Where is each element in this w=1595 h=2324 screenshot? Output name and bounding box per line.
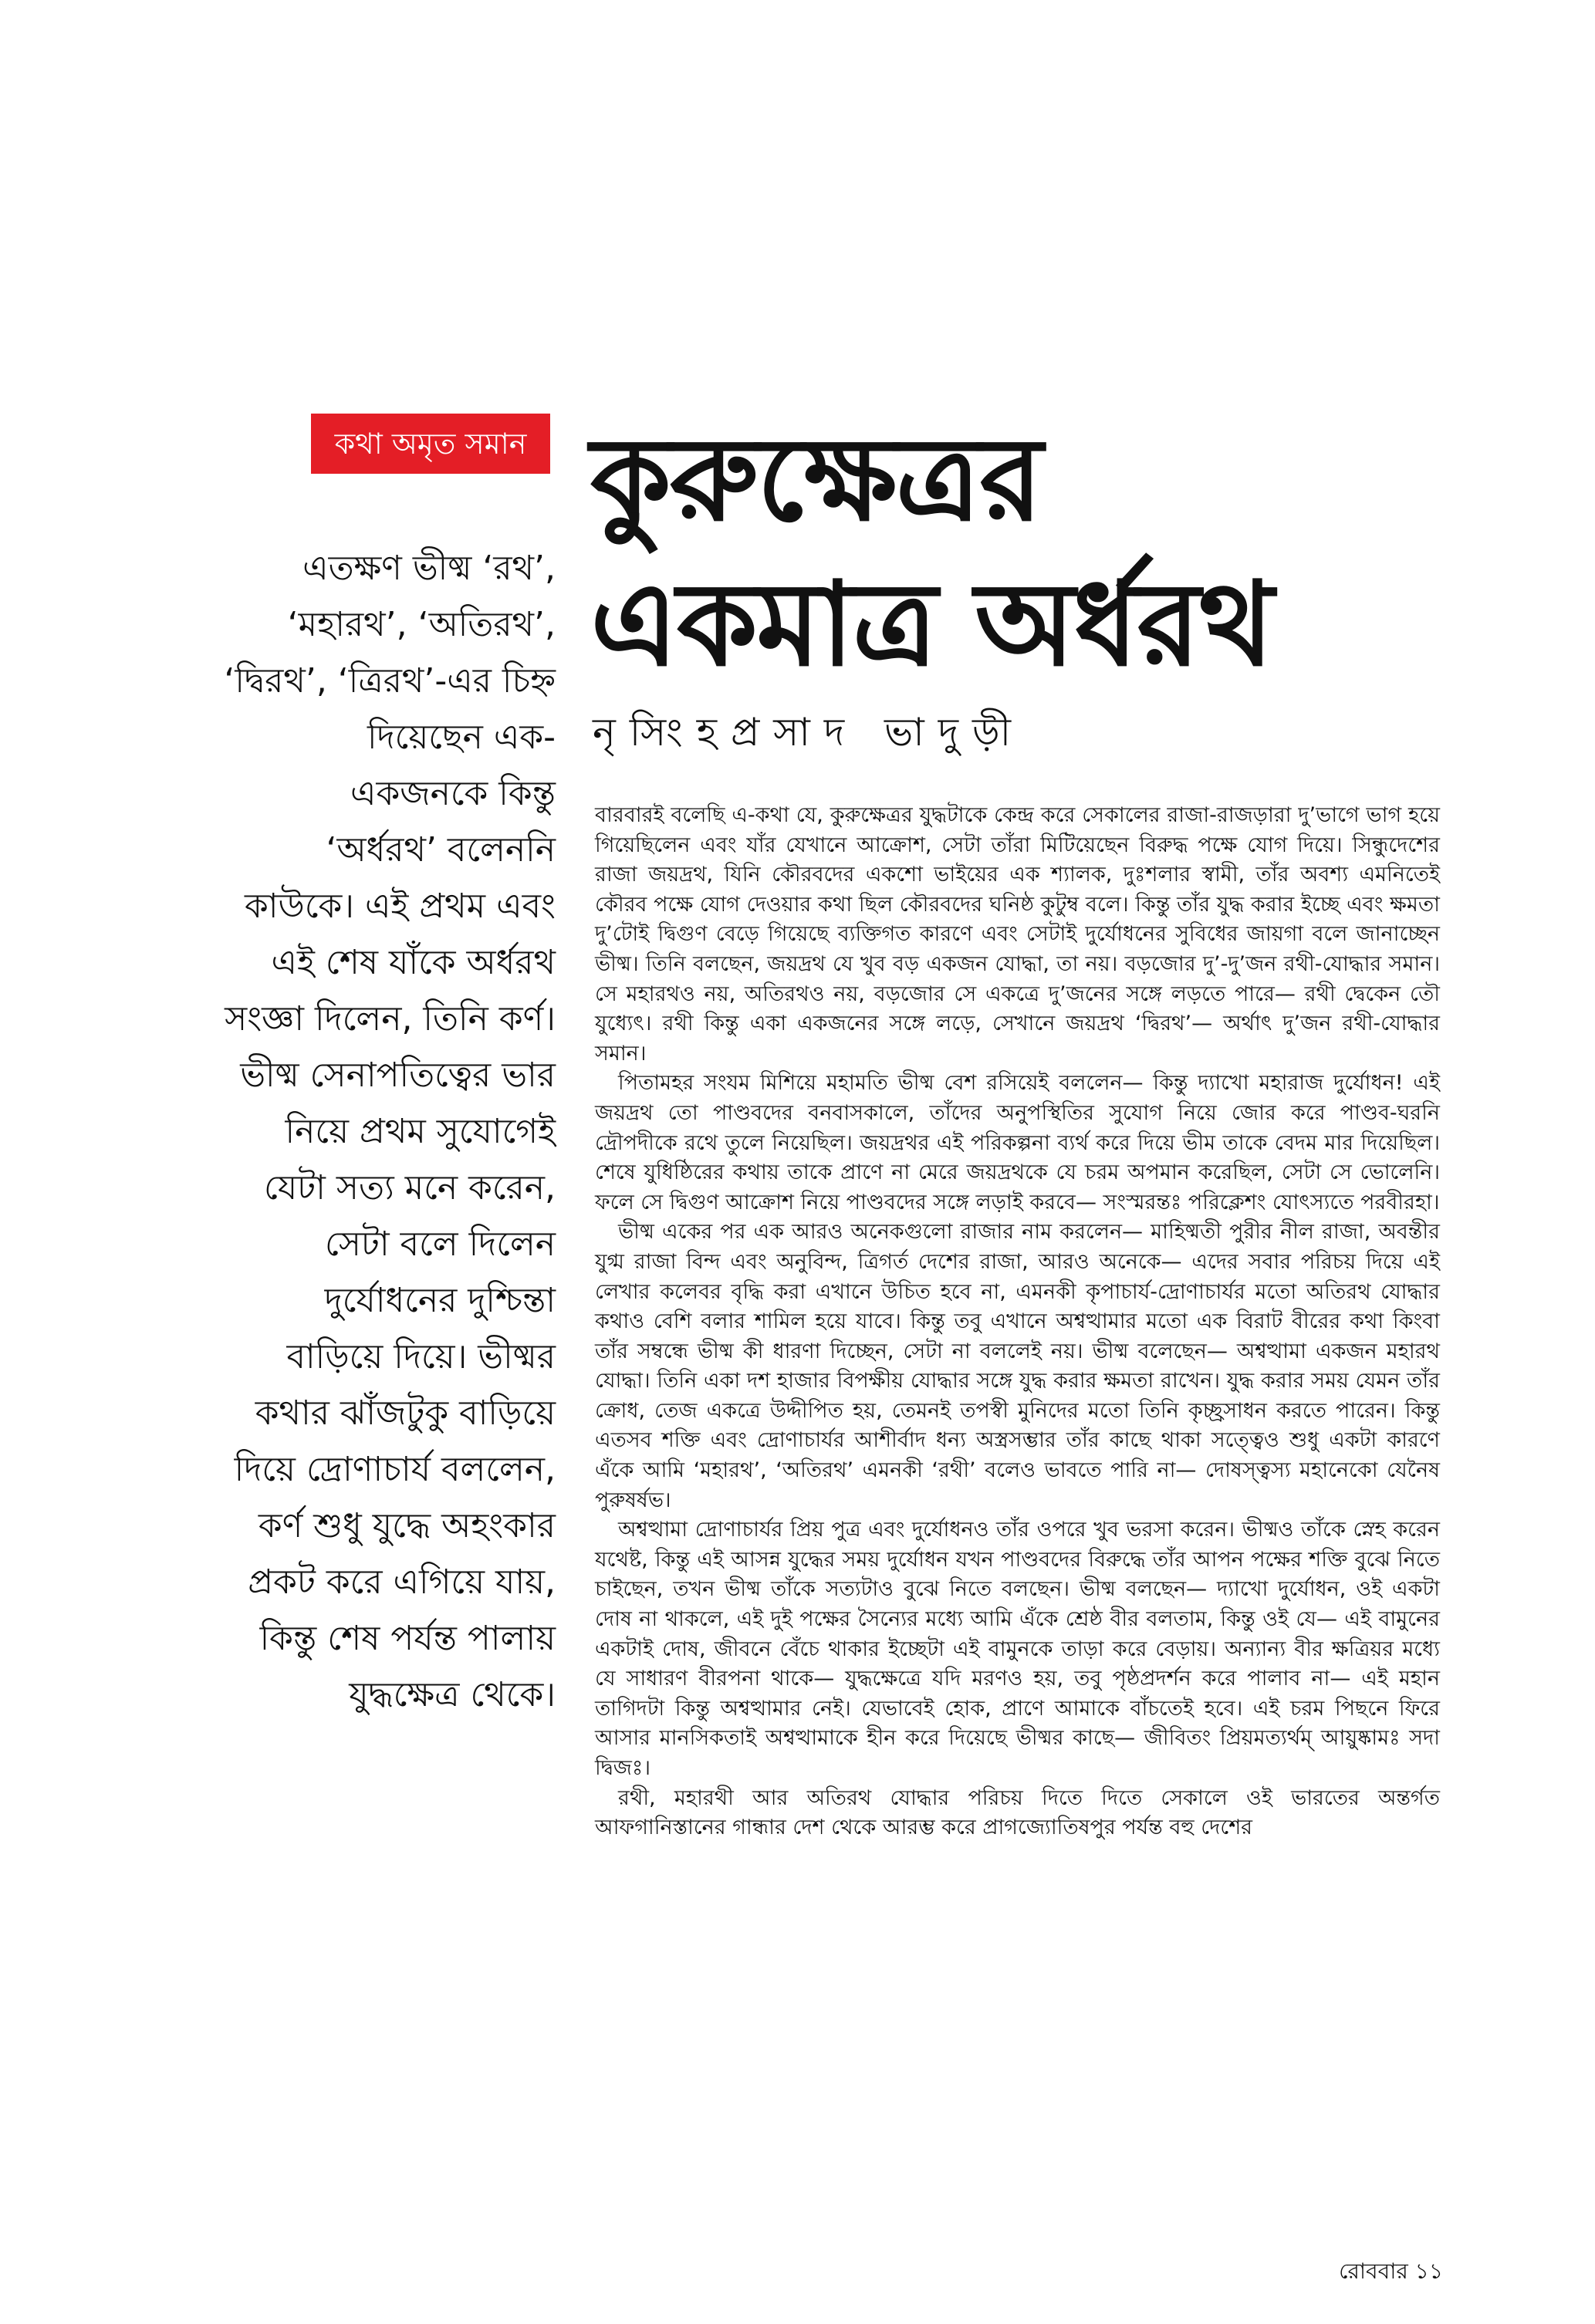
pull-quote-line: এই শেষ যাঁকে অর্ধরথ <box>271 943 556 982</box>
pull-quote-line: নিয়ে প্রথম সুযোগেই <box>285 1112 556 1151</box>
body-paragraph: অশ্বত্থামা দ্রোণাচার্যর প্রিয় পুত্র এবং দুর্যোধনও তাঁর ওপরে খুব ভরসা করেন। ভীষ্মও তাঁকে স্নেহ করেন যথেষ্ট, কিন্তু এই আসন্ন যুদ্ধের সময় দুর্যোধন যখন পাণ্ডবদের বিরুদ্ধে তাঁর আপন পক্ষের শক্তি বুঝে নিতে চাইছেন, তখন ভীষ্ম তাঁকে সত্যটাও বুঝে নিতে বলছেন। ভীষ্ম বলছেন— দ্যাখো দুর্যোধন, ওই একটা দোষ না থাকলে, এই দুই পক্ষের সৈন্যের মধ্যে আমি এঁকে শ্রেষ্ঠ বীর বলতাম, কিন্তু ওই যে— এই বামুনের একটাই দোষ, জীবনে বেঁচে থাকার ইচ্ছেটা এই বামুনকে তাড়া করে বেড়ায়। অন্যান্য বীর ক্ষত্রিয়র মধ্যে যে সাধারণ বীরপনা থাকে— যুদ্ধক্ষেত্রে যদি মরণও হয়, তবু পৃষ্ঠপ্রদর্শন করে পালাব না— এই মহান তাগিদটা কিন্তু অশ্বত্থামার নেই। যেভাবেই হোক, প্রাণে আমাকে বাঁচতেই হবে। এই চরম পিছনে ফিরে আসার মানসিকতাই অশ্বত্থামাকে হীন করে দিয়েছে ভীষ্মর কাছে— জীবিতং প্রিয়মত্যর্থম্ আয়ুষ্কামঃ সদা দ্বিজঃ। <box>595 1518 1440 1780</box>
pull-quote-line: দিয়েছেন এক- <box>367 718 556 757</box>
pull-quote-line: কথার ঝাঁজটুকু বাড়িয়ে <box>255 1393 556 1433</box>
pull-quote-line: ‘অর্ধরথ’ বলেননি <box>326 830 556 870</box>
pull-quote-line: দুর্যোধনের দুশ্চিন্তা <box>324 1281 556 1320</box>
pull-quote-line: কিন্তু শেষ পর্যন্ত পালায় <box>259 1619 556 1658</box>
page-number: ১১ <box>1414 2258 1443 2284</box>
pull-quote-line: বাড়িয়ে দিয়ে। ভীষ্মর <box>286 1337 556 1376</box>
pull-quote-line: ভীষ্ম সেনাপতিত্বের ভার <box>240 1056 556 1095</box>
pull-quote-line: ‘দ্বিরথ’, ‘ত্রিরথ’-এর চিহ্ন <box>224 661 556 701</box>
pull-quote-line: যুদ্ধক্ষেত্র থেকে। <box>349 1675 556 1714</box>
magazine-name: রোববার <box>1339 2258 1408 2284</box>
pull-quote-line: এতক্ষণ ভীষ্ম ‘রথ’, <box>302 549 556 588</box>
title-line-1: কুরুক্ষেত্রর <box>590 413 1042 547</box>
article-body <box>595 801 1440 1843</box>
pull-quote-line: একজনকে কিন্তু <box>350 774 556 813</box>
pull-quote-line: যেটা সত্য মনে করেন, <box>263 1168 556 1208</box>
page-footer <box>1281 2255 1443 2291</box>
body-paragraph: পিতামহর সংযম মিশিয়ে মহামতি ভীষ্ম বেশ রসিয়েই বললেন— কিন্তু দ্যাখো মহারাজ দুর্যোধন! এই জয়দ্রথ তো পাণ্ডবদের বনবাসকালে, তাঁদের অনুপস্থিতির সুযোগ নিয়ে জোর করে পাণ্ডব-ঘরনি দ্রৌপদীকে রথে তুলে নিয়েছিল। জয়দ্রথর এই পরিকল্পনা ব্যর্থ করে দিয়ে ভীম তাকে বেদম মার দিয়েছিল। শেষে যুধিষ্ঠিরের কথায় তাকে প্রাণে না মেরে জয়দ্রথকে যে চরম অপমান করেছিল, সেটা সে ভোলেনি। ফলে সে দ্বিগুণ আক্রোশ নিয়ে পাণ্ডবদের সঙ্গে লড়াই করবে— সংস্মরন্তঃ পরিক্লেশং যোৎস্যতে পরবীরহা। <box>595 1071 1440 1214</box>
pull-quote-line: সংজ্ঞা দিলেন, তিনি কর্ণ। <box>225 999 556 1039</box>
pull-quote-line: ‘মহারথ’, ‘অতিরথ’, <box>287 605 556 644</box>
pull-quote-line: কাউকে। এই প্রথম এবং <box>245 887 556 926</box>
title-line-2: একমাত্র অর্ধরথ <box>590 558 1272 692</box>
body-paragraph: বারবারই বলেছি এ-কথা যে, কুরুক্ষেত্রর যুদ্ধটাকে কেন্দ্র করে সেকালের রাজা-রাজড়ারা দু’ভাগে ভাগ হয়ে গিয়েছিলেন এবং যাঁর যেখানে আক্রোশ, সেটা তাঁরা মিটিয়েছেন বিরুদ্ধ পক্ষে যোগ দিয়ে। সিন্ধুদেশের রাজা জয়দ্রথ, যিনি কৌরবদের একশো ভাইয়ের এক শ্যালক, দুঃশলার স্বামী, তাঁর অবশ্য এমনিতেই কৌরব পক্ষে যোগ দেওয়ার কথা ছিল কৌরবদের ঘনিষ্ঠ কুটুম্ব বলে। কিন্তু তাঁর যুদ্ধ করার ইচ্ছে এবং ক্ষমতা দু’টোই দ্বিগুণ বেড়ে গিয়েছে ব্যক্তিগত কারণে এবং সেটাই দুর্যোধনের সুবিধের জায়গা বলে জানাচ্ছেন ভীষ্ম। তিনি বলছেন, জয়দ্রথ যে খুব বড় একজন যোদ্ধা, তা নয়। বড়জোর দু’-দু’জন রথী-যোদ্ধার সমান। সে মহারথও নয়, অতিরথও নয়, বড়জোর সে একত্রে দু’জনের সঙ্গে লড়তে পারে— রথী দ্বেকেন তৌ যুধ্যেৎ। রথী কিন্তু একা একজনের সঙ্গে লড়ে, সেখানে জয়দ্রথ ‘দ্বিরথ’— অর্থাৎ দু’জন রথী-যোদ্ধার সমান। <box>595 803 1440 1066</box>
body-paragraph: ভীষ্ম একের পর এক আরও অনেকগুলো রাজার নাম করলেন— মাহিষ্মতী পুরীর নীল রাজা, অবন্তীর যুগ্ম রাজা বিন্দ এবং অনুবিন্দ, ত্রিগর্ত দেশের রাজা, আরও অনেকে— এদের সবার পরিচয় দিয়ে এই লেখার কলেবর বৃদ্ধি করা এখানে উচিত হবে না, এমনকী কৃপাচার্য-দ্রোণাচার্যর মতো অতিরথ যোদ্ধার কথাও বেশি বলার শামিল হয়ে যাবে। কিন্তু তবু এখানে অশ্বত্থামার মতো এক বিরাট বীরের কথা কিংবা তাঁর সম্বন্ধে ভীষ্ম কী ধারণা দিচ্ছেন, সেটা না বললেই নয়। ভীষ্ম বলেছেন— অশ্বত্থামা একজন মহারথ যোদ্ধা। তিনি একা দশ হাজার বিপক্ষীয় যোদ্ধার সঙ্গে যুদ্ধ করার ক্ষমতা রাখেন। যুদ্ধ করার সময় যেমন তাঁর ক্রোধ, তেজ একত্রে উদ্দীপিত হয়, তেমনই তপস্বী মুনিদের মতো তিনি কৃচ্ছ্রসাধন করতে পারেন। কিন্তু এতসব শক্তি এবং দ্রোণাচার্যর আশীর্বাদ ধন্য অস্ত্রসম্ভার তাঁর কাছে থাকা সত্ত্বেও শুধু একটা কারণে এঁকে আমি ‘মহারথ’, ‘অতিরথ’ এমনকী ‘রথী’ বলেও ভাবতে পারি না— দোষস্ত্বস্য মহানেকো যেনৈষ পুরুষর্ষভ। <box>595 1220 1440 1512</box>
section-tag: কথা অমৃত সমান <box>311 414 550 474</box>
body-paragraph: রথী, মহারথী আর অতিরথ যোদ্ধার পরিচয় দিতে দিতে সেকালে ওই ভারতের অন্তর্গত আফগানিস্তানের গান্ধার দেশ থেকে আরম্ভ করে প্রাগজ্যোতিষপুর পর্যন্ত বহু দেশের <box>595 1785 1440 1840</box>
pull-quote <box>154 540 556 1723</box>
article-title <box>590 407 1547 698</box>
pull-quote-line: সেটা বলে দিলেন <box>324 1224 556 1264</box>
pull-quote-line: প্রকট করে এগিয়ে যায়, <box>248 1562 556 1602</box>
author-byline: নৃসিংহপ্রসাদ ভাদুড়ী <box>593 710 1026 755</box>
pull-quote-line: কর্ণ শুধু যুদ্ধে অহংকার <box>258 1506 556 1545</box>
pull-quote-line: দিয়ে দ্রোণাচার্য বললেন, <box>234 1450 556 1489</box>
